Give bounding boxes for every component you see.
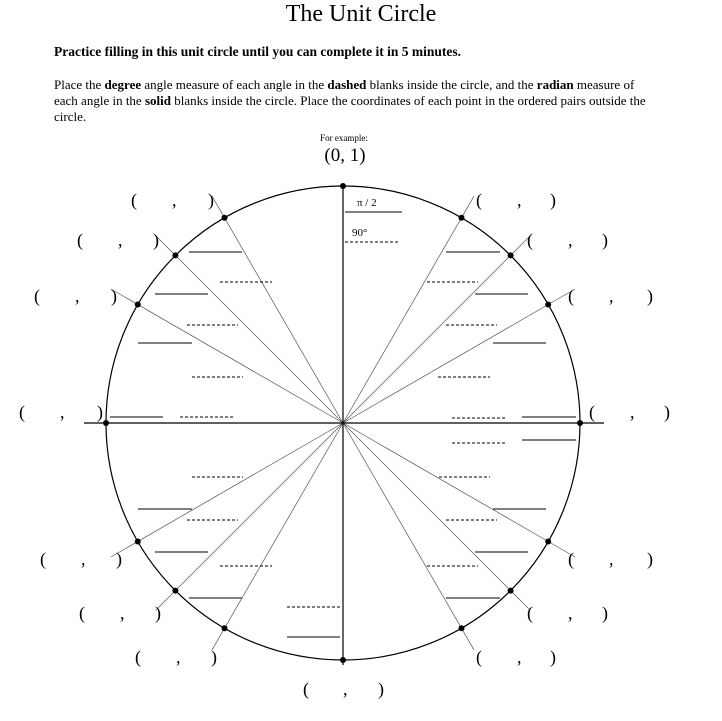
example-coordinate: (0, 1) — [324, 145, 366, 166]
ordered-pair — [34, 286, 117, 307]
example-label: For example: — [320, 133, 368, 143]
ordered-pair — [77, 230, 159, 251]
pair-open-paren: ( — [303, 679, 309, 699]
pair-open-paren: ( — [568, 286, 574, 306]
example-degree-label: 90° — [352, 227, 368, 239]
pair-comma: , — [517, 190, 522, 210]
ordered-pair — [589, 402, 670, 423]
page-title: The Unit Circle — [285, 1, 437, 27]
pair-close-paren: ) — [550, 647, 556, 667]
ordered-pair — [19, 402, 103, 423]
pair-comma: , — [75, 286, 80, 306]
instruction-primary: Practice filling in this unit circle until you can complete it in 5 minutes. — [54, 44, 461, 59]
ordered-pair — [131, 190, 214, 211]
pair-open-paren: ( — [476, 190, 482, 210]
point-315 — [508, 588, 514, 594]
point-330 — [545, 539, 551, 545]
pair-close-paren: ) — [208, 190, 214, 210]
point-120 — [222, 215, 228, 221]
pair-open-paren: ( — [131, 190, 137, 210]
pair-close-paren: ) — [155, 603, 161, 623]
pair-open-paren: ( — [527, 230, 533, 250]
point-150 — [135, 302, 141, 308]
ordered-pair — [476, 647, 556, 668]
point-90 — [340, 183, 346, 189]
ordered-pairs — [19, 190, 670, 700]
ordered-pair — [527, 603, 608, 624]
pair-close-paren: ) — [378, 679, 384, 699]
point-225 — [172, 588, 178, 594]
pair-close-paren: ) — [664, 402, 670, 422]
pair-close-paren: ) — [111, 286, 117, 306]
ray-120 — [212, 196, 343, 423]
point-135 — [172, 252, 178, 258]
point-30 — [545, 302, 551, 308]
ray-30 — [343, 289, 575, 423]
pair-comma: , — [630, 402, 635, 422]
pair-comma: , — [176, 647, 181, 667]
pair-comma: , — [609, 549, 614, 569]
pair-close-paren: ) — [116, 549, 122, 569]
instruction-secondary: Place the degree angle measure of each angle in the dashed blanks inside the circle, and the radian measure of each angle in the solid blanks inside the circle. Place the coordinates of each point in the ordered pairs outside the circle. — [54, 77, 646, 124]
ray-150 — [111, 289, 343, 423]
ray-45 — [343, 236, 530, 423]
ray-135 — [156, 236, 343, 423]
pair-close-paren: ) — [211, 647, 217, 667]
ordered-pair — [79, 603, 161, 624]
ray-240 — [212, 423, 343, 650]
pair-close-paren: ) — [550, 190, 556, 210]
ordered-pair — [135, 647, 217, 668]
ray-300 — [343, 423, 474, 650]
pair-comma: , — [609, 286, 614, 306]
pair-open-paren: ( — [40, 549, 46, 569]
pair-open-paren: ( — [568, 549, 574, 569]
ordered-pair — [527, 230, 608, 251]
point-300 — [459, 625, 465, 631]
pair-close-paren: ) — [647, 286, 653, 306]
pair-open-paren: ( — [589, 402, 595, 422]
ray-225 — [156, 423, 343, 610]
ray-210 — [111, 423, 343, 557]
pair-comma: , — [120, 603, 125, 623]
pair-close-paren: ) — [647, 549, 653, 569]
example-radian-label: π / 2 — [357, 197, 377, 209]
pair-close-paren: ) — [97, 402, 103, 422]
ordered-pair — [568, 549, 653, 570]
pair-open-paren: ( — [79, 603, 85, 623]
pair-close-paren: ) — [602, 230, 608, 250]
ray-315 — [343, 423, 530, 610]
ordered-pair — [476, 190, 556, 211]
ordered-pair — [40, 549, 122, 570]
pair-open-paren: ( — [135, 647, 141, 667]
pair-close-paren: ) — [153, 230, 159, 250]
pair-comma: , — [60, 402, 65, 422]
point-240 — [222, 625, 228, 631]
pair-open-paren: ( — [476, 647, 482, 667]
point-60 — [459, 215, 465, 221]
pair-close-paren: ) — [602, 603, 608, 623]
pair-comma: , — [172, 190, 177, 210]
pair-comma: , — [118, 230, 123, 250]
pair-open-paren: ( — [527, 603, 533, 623]
pair-open-paren: ( — [77, 230, 83, 250]
point-270 — [340, 657, 346, 663]
pair-comma: , — [568, 603, 573, 623]
point-210 — [135, 539, 141, 545]
pair-comma: , — [343, 679, 348, 699]
pair-comma: , — [517, 647, 522, 667]
point-180 — [103, 420, 109, 426]
pair-open-paren: ( — [19, 402, 25, 422]
point-0 — [577, 420, 583, 426]
ordered-pair — [568, 286, 653, 307]
pair-comma: , — [81, 549, 86, 569]
pair-open-paren: ( — [34, 286, 40, 306]
ordered-pair — [303, 679, 384, 700]
pair-comma: , — [568, 230, 573, 250]
point-45 — [508, 252, 514, 258]
